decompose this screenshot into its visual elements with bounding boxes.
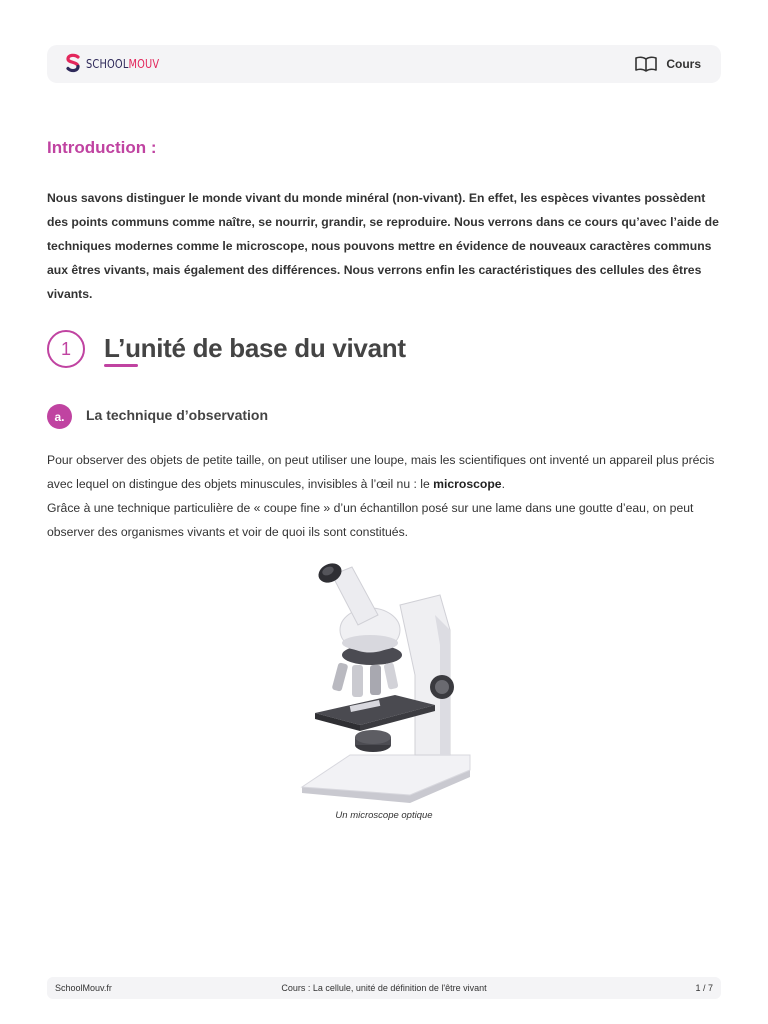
- logo-text-school: SCHOOL: [86, 57, 129, 71]
- section-number-badge: [47, 330, 85, 368]
- subsection-letter-badge: [47, 404, 72, 429]
- subsection-letter: a.: [54, 409, 65, 424]
- subsection-title: La technique d’observation: [86, 407, 269, 423]
- intro-title: Introduction :: [47, 138, 157, 157]
- page-header: [47, 45, 721, 83]
- figure-caption: Un microscope optique: [335, 810, 433, 821]
- cours-link-label: Cours: [666, 57, 701, 71]
- intro-paragraph: Nous savons distinguer le monde vivant du monde minéral (non-vivant). En effet, les espèces vivantes possèdent des points communs comme naître, se nourrir, grandir, se reproduire. Nous verrons dans ce cours qu’avec l’aide de techniques modernes comme le microscope, nous pouvons mettre en évidence de nouveaux caractères communs aux êtres vivants, mais également des différences. Nous verrons enfin les caractéristiques des cellules des êtres vivants.: [47, 191, 719, 301]
- footer-site[interactable]: SchoolMouv.fr: [55, 983, 112, 993]
- page-footer: [47, 977, 721, 999]
- body-text-part3: Grâce à une technique particulière de « coupe fine » d’un échantillon posé sur une lame dans une goutte d’eau, on peut observer des organismes vivants et voir de quoi ils sont constitués.: [47, 501, 694, 539]
- microscope-illustration: [290, 555, 480, 805]
- book-icon: [634, 55, 658, 73]
- section-title: L’unité de base du vivant: [104, 333, 406, 363]
- logo-text: [86, 57, 159, 71]
- body-paragraph: [47, 448, 727, 544]
- section-title-underline: [104, 364, 138, 367]
- cours-link[interactable]: [634, 55, 701, 73]
- body-text-part2: .: [501, 477, 505, 491]
- keyword-microscope: microscope: [433, 477, 502, 491]
- footer-page-number: 1 / 7: [695, 983, 713, 993]
- footer-course-title: Cours : La cellule, unité de définition de l'être vivant: [281, 983, 487, 993]
- logo-s-icon: [65, 53, 81, 75]
- section-number: 1: [60, 338, 71, 359]
- schoolmouv-logo[interactable]: [65, 53, 175, 75]
- body-text-part1: Pour observer des objets de petite taille, on peut utiliser une loupe, mais les scientifiques ont inventé un appareil plus précis avec lequel on distingue des objets minuscules, invisibles à l’œil nu : le: [47, 453, 715, 491]
- logo-text-mouv: MOUV: [128, 57, 160, 71]
